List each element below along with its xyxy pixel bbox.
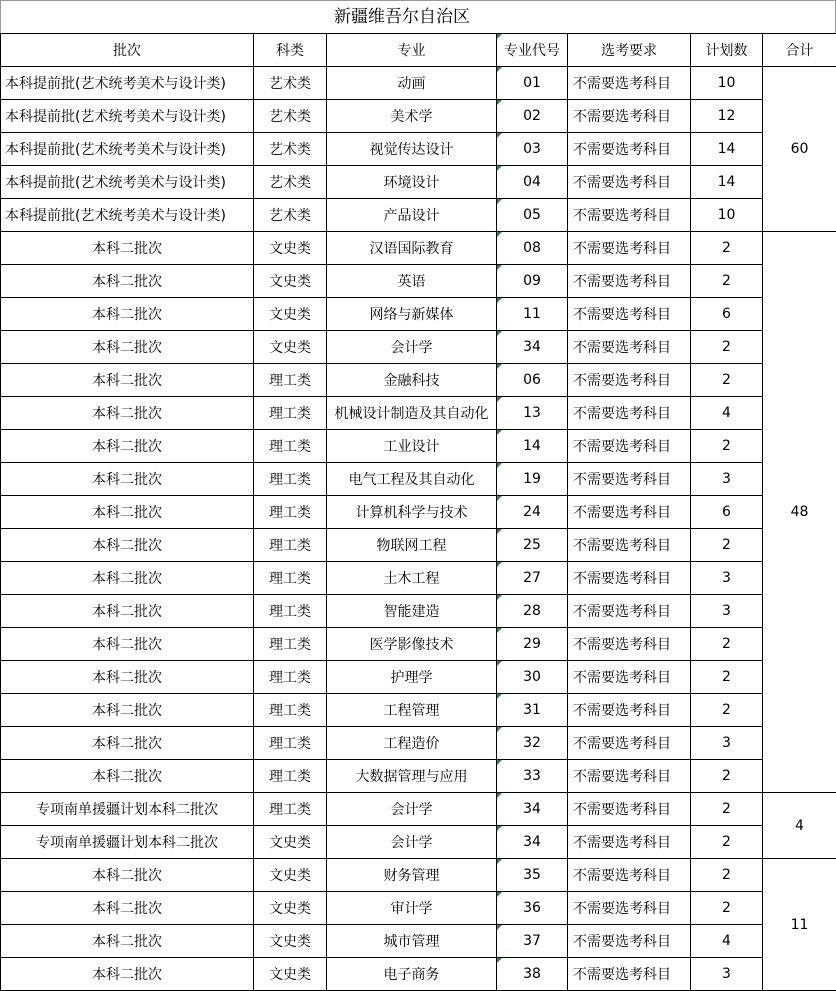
major-cell: 金融科技 — [327, 364, 497, 397]
table-row — [1, 463, 836, 496]
table-row — [1, 628, 836, 661]
requirement-cell: 不需要选考科目 — [568, 199, 691, 232]
code-cell: 37 — [497, 925, 568, 958]
major-cell: 电子商务 — [327, 958, 497, 991]
requirement-cell: 不需要选考科目 — [568, 529, 691, 562]
major-cell: 城市管理 — [327, 925, 497, 958]
category-cell: 理工类 — [254, 430, 327, 463]
requirement-cell: 不需要选考科目 — [568, 133, 691, 166]
major-cell: 英语 — [327, 265, 497, 298]
major-cell: 网络与新媒体 — [327, 298, 497, 331]
category-cell: 文史类 — [254, 298, 327, 331]
table-row — [1, 331, 836, 364]
major-cell: 财务管理 — [327, 859, 497, 892]
major-cell: 大数据管理与应用 — [327, 760, 497, 793]
code-cell: 34 — [497, 793, 568, 826]
batch-cell: 本科二批次 — [1, 529, 254, 562]
table-row — [1, 67, 836, 100]
requirement-cell: 不需要选考科目 — [568, 958, 691, 991]
category-cell: 理工类 — [254, 727, 327, 760]
batch-cell: 本科二批次 — [1, 628, 254, 661]
batch-cell: 本科二批次 — [1, 430, 254, 463]
plan-cell: 2 — [691, 430, 763, 463]
requirement-cell: 不需要选考科目 — [568, 331, 691, 364]
code-cell: 33 — [497, 760, 568, 793]
category-cell: 理工类 — [254, 694, 327, 727]
code-cell: 09 — [497, 265, 568, 298]
plan-cell: 2 — [691, 628, 763, 661]
requirement-cell: 不需要选考科目 — [568, 628, 691, 661]
header-row — [1, 34, 836, 67]
major-cell: 视觉传达设计 — [327, 133, 497, 166]
table-row — [1, 958, 836, 991]
category-cell: 艺术类 — [254, 166, 327, 199]
requirement-cell: 不需要选考科目 — [568, 430, 691, 463]
batch-cell: 本科二批次 — [1, 925, 254, 958]
requirement-cell: 不需要选考科目 — [568, 100, 691, 133]
category-cell: 理工类 — [254, 760, 327, 793]
category-cell: 艺术类 — [254, 199, 327, 232]
code-cell: 02 — [497, 100, 568, 133]
plan-cell: 2 — [691, 793, 763, 826]
category-cell: 理工类 — [254, 562, 327, 595]
table-row — [1, 199, 836, 232]
table-row — [1, 397, 836, 430]
batch-cell: 本科提前批(艺术统考美术与设计类) — [1, 166, 254, 199]
code-cell: 06 — [497, 364, 568, 397]
plan-cell: 2 — [691, 661, 763, 694]
table-row — [1, 265, 836, 298]
requirement-cell: 不需要选考科目 — [568, 232, 691, 265]
table-row — [1, 100, 836, 133]
category-cell: 理工类 — [254, 529, 327, 562]
requirement-cell: 不需要选考科目 — [568, 793, 691, 826]
major-cell: 工程造价 — [327, 727, 497, 760]
plan-cell: 6 — [691, 298, 763, 331]
batch-cell: 专项南单援疆计划本科二批次 — [1, 826, 254, 859]
table-row — [1, 364, 836, 397]
plan-cell: 14 — [691, 133, 763, 166]
table-row — [1, 133, 836, 166]
plan-cell: 3 — [691, 595, 763, 628]
category-cell: 文史类 — [254, 331, 327, 364]
major-cell: 物联网工程 — [327, 529, 497, 562]
plan-cell: 3 — [691, 463, 763, 496]
code-cell: 34 — [497, 826, 568, 859]
category-cell: 文史类 — [254, 232, 327, 265]
table-body — [1, 67, 836, 991]
requirement-cell: 不需要选考科目 — [568, 925, 691, 958]
code-cell: 27 — [497, 562, 568, 595]
code-cell: 13 — [497, 397, 568, 430]
plan-cell: 2 — [691, 232, 763, 265]
code-cell: 03 — [497, 133, 568, 166]
header-plan: 计划数 — [691, 34, 763, 67]
code-cell: 14 — [497, 430, 568, 463]
header-category: 科类 — [254, 34, 327, 67]
category-cell: 理工类 — [254, 628, 327, 661]
code-cell: 32 — [497, 727, 568, 760]
table-row — [1, 595, 836, 628]
code-cell: 30 — [497, 661, 568, 694]
batch-cell: 本科二批次 — [1, 727, 254, 760]
plan-cell: 2 — [691, 859, 763, 892]
category-cell: 理工类 — [254, 793, 327, 826]
requirement-cell: 不需要选考科目 — [568, 859, 691, 892]
major-cell: 产品设计 — [327, 199, 497, 232]
total-cell: 48 — [763, 232, 836, 793]
table-row — [1, 826, 836, 859]
plan-cell: 14 — [691, 166, 763, 199]
code-cell: 35 — [497, 859, 568, 892]
code-cell: 38 — [497, 958, 568, 991]
plan-cell: 12 — [691, 100, 763, 133]
code-cell: 19 — [497, 463, 568, 496]
major-cell: 会计学 — [327, 331, 497, 364]
table-row — [1, 793, 836, 826]
header-major: 专业 — [327, 34, 497, 67]
batch-cell: 本科二批次 — [1, 496, 254, 529]
requirement-cell: 不需要选考科目 — [568, 496, 691, 529]
batch-cell: 本科二批次 — [1, 562, 254, 595]
batch-cell: 本科二批次 — [1, 760, 254, 793]
batch-cell: 本科二批次 — [1, 265, 254, 298]
plan-cell: 3 — [691, 958, 763, 991]
code-cell: 04 — [497, 166, 568, 199]
batch-cell: 本科提前批(艺术统考美术与设计类) — [1, 67, 254, 100]
major-cell: 护理学 — [327, 661, 497, 694]
major-cell: 环境设计 — [327, 166, 497, 199]
table-row — [1, 232, 836, 265]
requirement-cell: 不需要选考科目 — [568, 661, 691, 694]
plan-cell: 2 — [691, 331, 763, 364]
plan-cell: 2 — [691, 694, 763, 727]
plan-cell: 4 — [691, 397, 763, 430]
table-row — [1, 859, 836, 892]
page-title: 新疆维吾尔自治区 — [0, 0, 836, 33]
major-cell: 土木工程 — [327, 562, 497, 595]
batch-cell: 本科二批次 — [1, 463, 254, 496]
category-cell: 文史类 — [254, 958, 327, 991]
code-cell: 24 — [497, 496, 568, 529]
batch-cell: 专项南单援疆计划本科二批次 — [1, 793, 254, 826]
requirement-cell: 不需要选考科目 — [568, 892, 691, 925]
plan-cell: 2 — [691, 364, 763, 397]
major-cell: 医学影像技术 — [327, 628, 497, 661]
table-row — [1, 925, 836, 958]
total-cell: 60 — [763, 67, 836, 232]
table-row — [1, 727, 836, 760]
batch-cell: 本科二批次 — [1, 232, 254, 265]
batch-cell: 本科提前批(艺术统考美术与设计类) — [1, 100, 254, 133]
code-cell: 36 — [497, 892, 568, 925]
category-cell: 文史类 — [254, 826, 327, 859]
table-row — [1, 892, 836, 925]
plan-cell: 2 — [691, 892, 763, 925]
major-cell: 智能建造 — [327, 595, 497, 628]
category-cell: 理工类 — [254, 661, 327, 694]
table-row — [1, 760, 836, 793]
category-cell: 理工类 — [254, 496, 327, 529]
requirement-cell: 不需要选考科目 — [568, 760, 691, 793]
requirement-cell: 不需要选考科目 — [568, 694, 691, 727]
batch-cell: 本科二批次 — [1, 331, 254, 364]
table-row — [1, 529, 836, 562]
requirement-cell: 不需要选考科目 — [568, 166, 691, 199]
batch-cell: 本科二批次 — [1, 859, 254, 892]
requirement-cell: 不需要选考科目 — [568, 265, 691, 298]
code-cell: 29 — [497, 628, 568, 661]
batch-cell: 本科二批次 — [1, 958, 254, 991]
batch-cell: 本科提前批(艺术统考美术与设计类) — [1, 199, 254, 232]
batch-cell: 本科二批次 — [1, 694, 254, 727]
plan-cell: 3 — [691, 727, 763, 760]
table-row — [1, 562, 836, 595]
header-total: 合计 — [763, 34, 836, 67]
category-cell: 文史类 — [254, 265, 327, 298]
major-cell: 机械设计制造及其自动化 — [327, 397, 497, 430]
code-cell: 25 — [497, 529, 568, 562]
major-cell: 美术学 — [327, 100, 497, 133]
major-cell: 会计学 — [327, 826, 497, 859]
code-cell: 34 — [497, 331, 568, 364]
code-cell: 28 — [497, 595, 568, 628]
category-cell: 艺术类 — [254, 67, 327, 100]
admission-plan-table — [0, 33, 836, 991]
major-cell: 工业设计 — [327, 430, 497, 463]
category-cell: 艺术类 — [254, 100, 327, 133]
plan-cell: 6 — [691, 496, 763, 529]
category-cell: 理工类 — [254, 463, 327, 496]
plan-cell: 4 — [691, 925, 763, 958]
major-cell: 工程管理 — [327, 694, 497, 727]
major-cell: 会计学 — [327, 793, 497, 826]
header-batch: 批次 — [1, 34, 254, 67]
table-row — [1, 661, 836, 694]
category-cell: 文史类 — [254, 925, 327, 958]
major-cell: 计算机科学与技术 — [327, 496, 497, 529]
requirement-cell: 不需要选考科目 — [568, 298, 691, 331]
table-row — [1, 166, 836, 199]
table-row — [1, 430, 836, 463]
total-cell: 4 — [763, 793, 836, 859]
batch-cell: 本科二批次 — [1, 892, 254, 925]
header-code: 专业代号 — [497, 34, 568, 67]
requirement-cell: 不需要选考科目 — [568, 595, 691, 628]
plan-cell: 2 — [691, 265, 763, 298]
code-cell: 31 — [497, 694, 568, 727]
requirement-cell: 不需要选考科目 — [568, 364, 691, 397]
table-row — [1, 496, 836, 529]
major-cell: 电气工程及其自动化 — [327, 463, 497, 496]
code-cell: 01 — [497, 67, 568, 100]
batch-cell: 本科二批次 — [1, 397, 254, 430]
plan-cell: 3 — [691, 562, 763, 595]
requirement-cell: 不需要选考科目 — [568, 562, 691, 595]
category-cell: 理工类 — [254, 364, 327, 397]
total-cell: 11 — [763, 859, 836, 991]
plan-cell: 2 — [691, 826, 763, 859]
category-cell: 文史类 — [254, 892, 327, 925]
plan-cell: 10 — [691, 67, 763, 100]
batch-cell: 本科提前批(艺术统考美术与设计类) — [1, 133, 254, 166]
code-cell: 05 — [497, 199, 568, 232]
plan-cell: 2 — [691, 529, 763, 562]
code-cell: 08 — [497, 232, 568, 265]
plan-cell: 2 — [691, 760, 763, 793]
batch-cell: 本科二批次 — [1, 661, 254, 694]
code-cell: 11 — [497, 298, 568, 331]
requirement-cell: 不需要选考科目 — [568, 397, 691, 430]
major-cell: 汉语国际教育 — [327, 232, 497, 265]
requirement-cell: 不需要选考科目 — [568, 463, 691, 496]
major-cell: 审计学 — [327, 892, 497, 925]
category-cell: 理工类 — [254, 397, 327, 430]
category-cell: 理工类 — [254, 595, 327, 628]
requirement-cell: 不需要选考科目 — [568, 727, 691, 760]
category-cell: 艺术类 — [254, 133, 327, 166]
batch-cell: 本科二批次 — [1, 364, 254, 397]
table-row — [1, 298, 836, 331]
major-cell: 动画 — [327, 67, 497, 100]
category-cell: 文史类 — [254, 859, 327, 892]
requirement-cell: 不需要选考科目 — [568, 67, 691, 100]
plan-cell: 10 — [691, 199, 763, 232]
batch-cell: 本科二批次 — [1, 595, 254, 628]
header-requirement: 选考要求 — [568, 34, 691, 67]
requirement-cell: 不需要选考科目 — [568, 826, 691, 859]
table-row — [1, 694, 836, 727]
batch-cell: 本科二批次 — [1, 298, 254, 331]
